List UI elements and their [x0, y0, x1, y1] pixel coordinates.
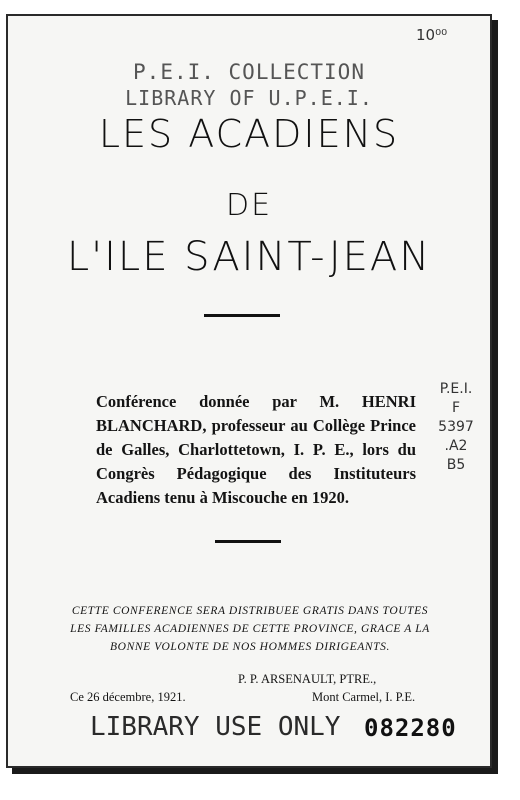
title-line-1: LES ACADIENS	[98, 112, 400, 156]
title-line-2: DE	[225, 188, 273, 223]
section-divider	[215, 540, 281, 543]
call-number-line: 5397	[438, 419, 474, 435]
library-use-only-stamp: LIBRARY USE ONLY	[90, 712, 341, 742]
document-page	[6, 14, 492, 768]
call-number-line: P.E.I.	[439, 381, 473, 397]
call-number-line: F	[451, 400, 461, 416]
accession-number-stamp: 082280	[364, 714, 457, 742]
collection-stamp: P.E.I. COLLECTION	[133, 60, 365, 84]
distribution-notice: CETTE CONFERENCE SERA DISTRIBUEE GRATIS DANS TOUTES LES FAMILLES ACADIENNES DE CETTE PROVINCE, GRACE A LA BONNE VOLONTE DE NOS HOMMES DIRIGEANTS.	[70, 605, 430, 653]
call-number-line: B5	[446, 457, 466, 473]
handwritten-price-note: 10⁰⁰	[416, 26, 448, 44]
title-line-3: L'ILE SAINT-JEAN	[66, 234, 432, 280]
signature-place: Mont Carmel, I. P.E.	[312, 690, 416, 704]
call-number-block	[428, 380, 484, 475]
conference-description: Conférence donnée par M. HENRI BLANCHARD, professeur au Collège Prince de Galles, Charlottetown, I. P. E., lors du Congrès Pédagogique des Instituteurs Acadiens tenu à Miscouche en 1920.	[96, 392, 416, 507]
date-line: Ce 26 décembre, 1921.	[70, 690, 186, 704]
library-stamp: LIBRARY OF U.P.E.I.	[125, 86, 373, 110]
call-number-line: .A2	[444, 438, 468, 454]
title-divider	[204, 314, 280, 317]
signature-name: P. P. ARSENAULT, PTRE.,	[238, 672, 377, 686]
